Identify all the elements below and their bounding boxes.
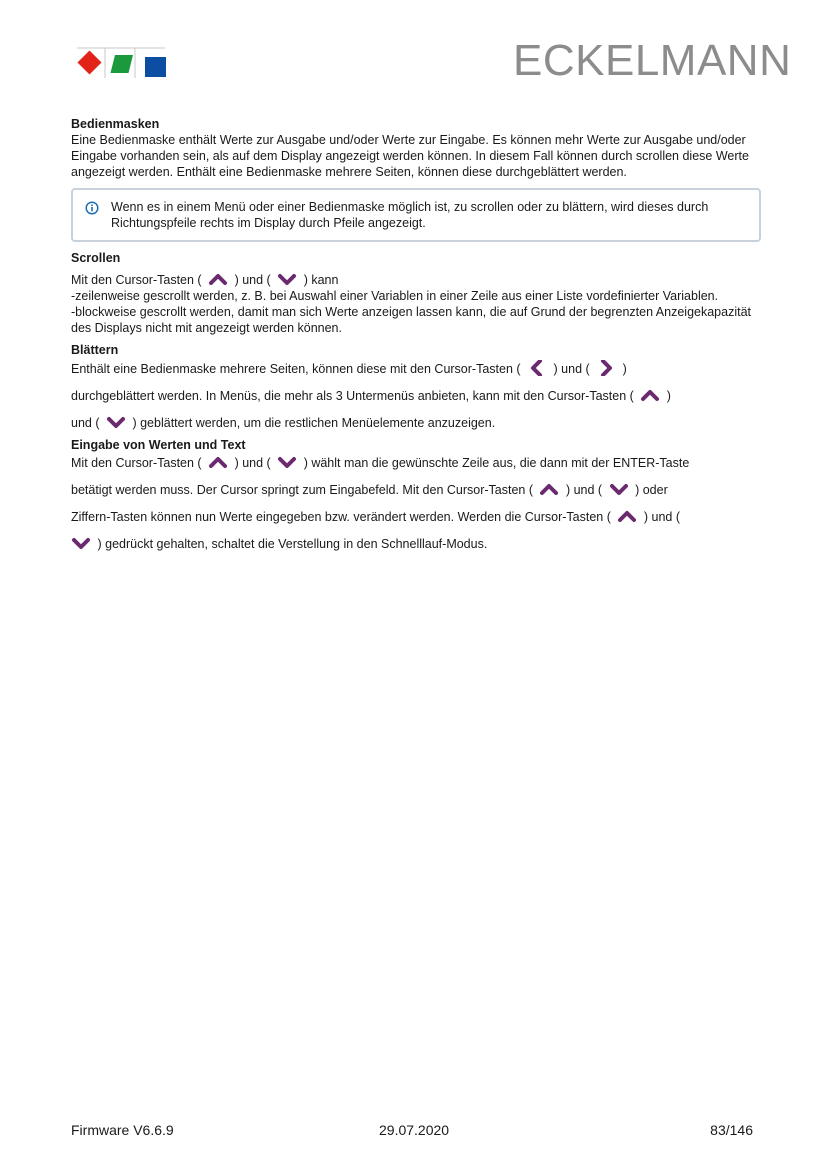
info-icon — [85, 201, 99, 215]
company-logo — [75, 47, 167, 79]
text-fragment: ) geblättert werden, um die restlichen Menüelemente anzuzeigen. — [132, 416, 496, 430]
arrow-down-icon — [106, 414, 126, 430]
text-fragment: Mit den Cursor-Tasten ( — [71, 456, 202, 470]
heading-scrollen: Scrollen — [71, 251, 121, 265]
text-fragment: betätigt werden muss. Der Cursor springt zum Eingabefeld. Mit den Cursor-Tasten ( — [71, 483, 533, 497]
scrollen-line-3: -blockweise gescrollt werden, damit man sich Werte anzeigen lassen kann, die auf Grund der begrenzten Anzeigekapazität des Displays nicht mit angezeigt werden können. — [71, 305, 752, 335]
arrow-up-icon — [640, 387, 660, 403]
text-fragment: Mit den Cursor-Tasten ( — [71, 273, 202, 287]
text-fragment: ) und ( — [553, 362, 590, 376]
footer-page-number: 83/146 — [710, 1122, 753, 1138]
text-fragment: ) und ( — [234, 273, 271, 287]
arrow-up-icon — [539, 481, 559, 497]
text-fragment: durchgeblättert werden. In Menüs, die mehr als 3 Untermenüs anbieten, kann mit den Cursor-Tasten ( — [71, 389, 634, 403]
info-note-text: Wenn es in einem Menü oder einer Bedienmaske möglich ist, zu scrollen oder zu blättern, wird dieses durch Richtungspfeile rechts im Display durch Pfeile angezeigt. — [111, 200, 709, 230]
arrow-up-icon — [208, 271, 228, 287]
arrow-left-icon — [527, 360, 547, 376]
text-fragment: und ( — [71, 416, 100, 430]
text-fragment: ) oder — [635, 483, 668, 497]
text-fragment: ) und ( — [643, 510, 680, 524]
heading-bedienmasken: Bedienmasken — [71, 117, 160, 131]
scrollen-line-2: -zeilenweise gescrollt werden, z. B. bei Auswahl einer Variablen in einer Zeile aus einer Liste vordefinierter Variablen. — [71, 289, 719, 303]
arrow-up-icon — [617, 508, 637, 524]
text-fragment: ) kann — [303, 273, 339, 287]
footer-version: Firmware V6.6.9 — [71, 1122, 174, 1138]
text-fragment: ) und ( — [565, 483, 603, 497]
footer-date: 29.07.2020 — [379, 1122, 450, 1138]
arrow-down-icon — [71, 535, 91, 551]
main-content — [71, 116, 761, 558]
arrow-down-icon — [277, 454, 297, 470]
text-fragment: ) gedrückt gehalten, schaltet die Verstellung in den Schnelllauf-Modus. — [97, 537, 488, 551]
text-fragment: ) — [622, 362, 627, 376]
text-fragment: Enthält eine Bedienmaske mehrere Seiten, können diese mit den Cursor-Tasten ( — [71, 362, 521, 376]
eingabe-body — [71, 450, 761, 558]
heading-blaettern: Blättern — [71, 343, 119, 357]
heading-eingabe: Eingabe von Werten und Text — [71, 438, 246, 452]
arrow-down-icon — [277, 271, 297, 287]
paragraph-bedienmasken: Eine Bedienmaske enthält Werte zur Ausgabe und/oder Werte zur Eingabe. Es können mehr Werte zur Ausgabe und/oder Eingabe vorhanden sein, als auf dem Display angezeigt werden können. In diesem Fall können durch scrollen diese Werte angezeigt werden. Enthält eine Bedienmaske mehrere Seiten, können diese durchgeblättert werden. — [71, 133, 749, 179]
scrollen-body — [71, 271, 761, 336]
arrow-down-icon — [609, 481, 629, 497]
arrow-right-icon — [596, 360, 616, 376]
arrow-up-icon — [208, 454, 228, 470]
info-note — [71, 188, 761, 242]
text-fragment: ) — [666, 389, 671, 403]
brand-wordmark: ECKELMANN — [513, 36, 792, 85]
text-fragment: ) und ( — [234, 456, 271, 470]
blaettern-body — [71, 356, 761, 437]
text-fragment: ) wählt man die gewünschte Zeile aus, die dann mit der ENTER-Taste — [303, 456, 690, 470]
text-fragment: Ziffern-Tasten können nun Werte eingegeben bzw. verändert werden. Werden die Cursor-Tasten ( — [71, 510, 611, 524]
